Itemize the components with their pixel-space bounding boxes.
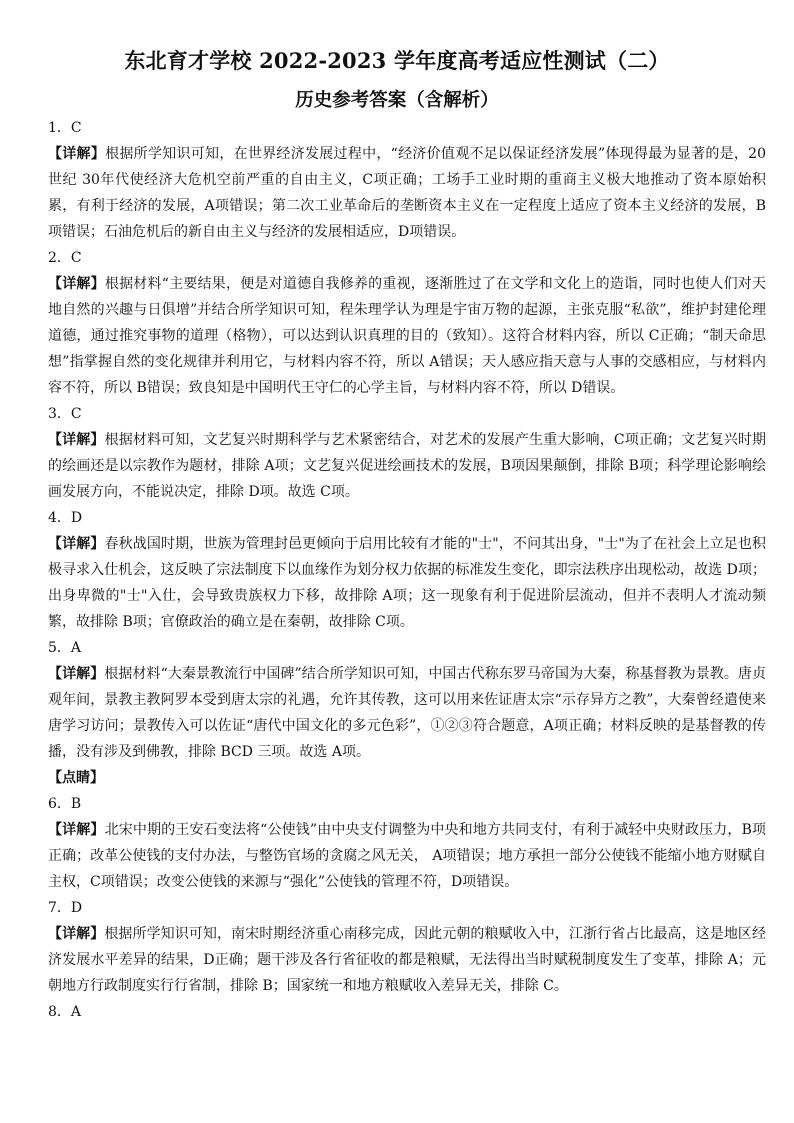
explanation-text: 春秋战国时期，世族为管理封邑更倾向于启用比较有才能的"士"，不问其出身，"士"为了在社会上立足也积极寻求入仕机会，这反映了宗法制度下以血缘作为划分权力依据的标准发生变化，即宗法秩序出现松动，故选 D项；出身卑微的"士"入仕，会导致贵族权力下移，故排除 A项；这一现象有利于促进阶层流动，但并不表明人才流动频繁，故排除 B项；官僚政治的确立是在秦朝，故排除 C项。: [48, 536, 766, 630]
explanation-tag: 【详解】: [48, 146, 106, 162]
explanation-text: 根据材料“大秦景教流行中国碑”结合所学知识可知，中国古代称东罗马帝国为大秦，称基督教为景教。唐贞观年间，景教主教阿罗本受到唐太宗的礼遇，允许其传教，这可以用来佐证唐太宗“示存异方之教”，大秦曾经遣使来唐学习访问；景教传入可以佐证“唐代中国文化的多元色彩”，①②③符合题意，A项正确；材料反映的是基督教的传播，没有涉及到佛教，排除 BCD 三项。故选 A项。: [48, 666, 767, 760]
answer-number: 6．B: [48, 796, 82, 812]
explanation-tag: 【详解】: [48, 536, 105, 552]
answer-explanation: [48, 427, 766, 505]
answer-number: 7．D: [48, 900, 83, 916]
explanation-tag: 【详解】: [48, 666, 105, 682]
explanation-text: 根据材料“主要结果，便是对道德自我修养的重视，逐渐胜过了在文学和文化上的造诣，同时也使人们对天地自然的兴趣与日俱增”并结合所学知识可知，程朱理学认为理是宇宙万物的起源，主张克服“私欲”，维护封建伦理道德，通过推究事物的道理（格物），可以达到认识真理的目的（致知）。这符合材料内容，所以 C正确；“制天命思想”指掌握自然的变化规律并利用它，与材料内容不符，所以 A错误；天人感应指天意与人事的交感相应，与材料内容不符，所以 B错误；致良知是中国明代王守仁的心学主旨，与材料内容不符，所以 D错误。: [48, 276, 767, 396]
answer-number: 1．C: [48, 120, 82, 136]
explanation-text: 北宋中期的王安石变法将“公使钱”由中央支付调整为中央和地方共同支付，有利于减轻中央财政压力，B项正确；改革公使钱的支付办法，与整饬官场的贪腐之风无关， A项错误；地方承担一部分公使钱不能缩小地方财赋自主权，C项错误；改变公使钱的来源与“强化”公使钱的管理不符，D项错误。: [48, 822, 767, 890]
explanation-text: 根据材料可知，文艺复兴时期科学与艺术紧密结合，对艺术的发展产生重大影响，C项正确；文艺复兴时期的绘画还是以宗教作为题材，排除 A项；文艺复兴促进绘画技术的发展，B项因果颠倒，排除 B项；科学理论影响绘画发展方向，不能说决定，排除 D项。故选 C项。: [48, 432, 767, 500]
answer-explanation: [48, 141, 766, 245]
answer-list: [48, 115, 766, 1025]
key-point-tag: 【点睛】: [48, 770, 104, 786]
answer-number: 8．A: [48, 1004, 82, 1020]
answer-explanation: [48, 271, 766, 401]
answer-explanation: [48, 817, 766, 895]
answer-explanation: [48, 661, 766, 765]
answer-number: 3．C: [48, 406, 82, 422]
explanation-tag: 【详解】: [48, 926, 105, 942]
page-subtitle: 历史参考答案（含解析）: [295, 90, 499, 111]
answer-number: 2．C: [48, 250, 82, 266]
answer-number: 5．A: [48, 640, 82, 656]
answer-explanation: [48, 921, 766, 999]
explanation-tag: 【详解】: [48, 276, 105, 292]
explanation-text: 根据所学知识可知，在世界经济发展过程中，“经济价值观不足以保证经济发展”体现得最为显著的是，20世纪 30年代使经济大危机空前严重的自由主义，C项正确；工场手工业时期的重商主义极大地推动了资本原始积累，有利于经济的发展，A项错误；第二次工业革命后的垄断资本主义在一定程度上适应了资本主义经济的发展，B项错误；石油危机后的新自由主义与经济的发展相适应，D项错误。: [48, 146, 766, 240]
answer-number: 4．D: [48, 510, 83, 526]
explanation-tag: 【详解】: [48, 822, 105, 838]
explanation-text: 根据所学知识可知，南宋时期经济重心南移完成，因此元朝的粮赋收入中，江浙行省占比最高，这是地区经济发展水平差异的结果，D正确；题干涉及各行省征收的都是粮赋，无法得出当时赋税制度发生了变革，排除 A；元朝地方行政制度实行行省制，排除 B；国家统一和地方粮赋收入差异无关，排除 C。: [48, 926, 767, 994]
page-title: 东北育才学校 2022-2023 学年度高考适应性测试（二）: [124, 48, 670, 73]
answer-explanation: [48, 531, 766, 635]
explanation-tag: 【详解】: [48, 432, 105, 448]
key-point-heading: [48, 765, 766, 791]
